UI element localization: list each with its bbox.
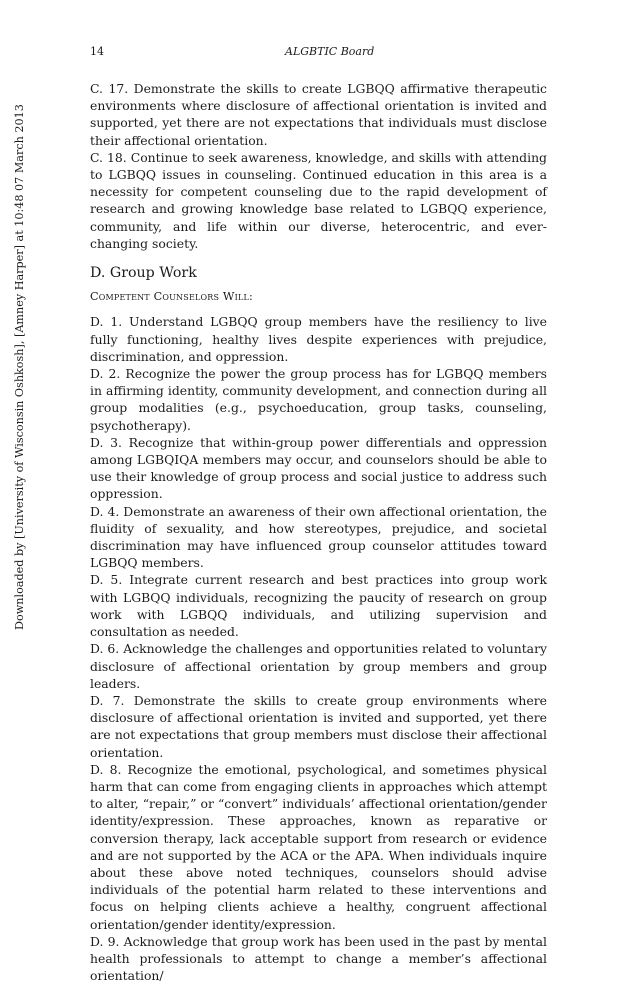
paragraph-c18: C. 18. Continue to seek awareness, knowledge, and skills with attending to LGBQQ issues in counseling. Continued education in this area is a necessity for competent counseling due to the rapid development of research and growing knowledge base related to LGBQQ experience, community, and life within our diverse, heterocentric, and ever-changing society. — [90, 149, 547, 251]
running-head: ALGBTIC Board — [285, 45, 375, 58]
section-heading: D. Group Work — [90, 265, 197, 282]
paragraph-c17: C. 17. Demonstrate the skills to create LGBQQ affirmative therapeutic environments where disclosure of affectional orientation is invited and supported, yet there are not expectations that individuals must disclose their affectional orientation. — [90, 81, 547, 148]
paragraph-d8: D. 8. Recognize the emotional, psychological, and sometimes physical harm that can come from engaging clients in approaches which attempt to alter, “repair,” or “convert” individuals’ affectional orientation/gender identity/expression. These approaches, known as reparative or conversion therapy, lack acceptable support from research or evidence and are not supported by the ACA or the APA. When individuals inquire about these above noted techniques, counselors should advise individuals of the potential harm related to these interventions and focus on helping clients achieve a healthy, congruent affectional orientation/gender identity/expression. — [90, 761, 547, 932]
paragraph-d6: D. 6. Acknowledge the challenges and opportunities related to voluntary disclosure of affectional orientation by group members and group leaders. — [90, 641, 547, 691]
paragraph-d3: D. 3. Recognize that within-group power differentials and oppression among LGBQIQA members may occur, and counselors should be able to use their knowledge of group process and social justice to address such oppression. — [90, 434, 547, 502]
body-text — [90, 80, 547, 984]
paragraph-d2: D. 2. Recognize the power the group process has for LGBQQ members in affirming identity, community development, and connection during all group modalities (e.g., psychoeducation, group tasks, counseling, psychotherapy). — [90, 366, 547, 433]
page-number: 14 — [90, 45, 104, 58]
paragraph-d7: D. 7. Demonstrate the skills to create group environments where disclosure of affectional orientation is invited and supported, yet there are not expectations that group members must disclose their affectional orientation. — [90, 692, 547, 760]
download-watermark: Downloaded by [University of Wisconsin Oshkosh], [Amney Harper] at 10:48 07 March 2013 — [13, 104, 26, 630]
paragraph-d5: D. 5. Integrate current research and best practices into group work with LGBQQ individuals, recognizing the paucity of research on group work with LGBQQ individuals, and utilizing supervision and consultation as needed. — [90, 572, 547, 640]
paragraph-d4: D. 4. Demonstrate an awareness of their own affectional orientation, the fluidity of sexuality, and how stereotypes, prejudice, and societal discrimination may have influenced group counselor attitudes toward LGBQQ members. — [90, 503, 547, 571]
section-intro: Competent Counselors Will: — [90, 290, 253, 304]
paragraph-d1: D. 1. Understand LGBQQ group members have the resiliency to live fully functioning, healthy lives despite experiences with prejudice, discrimination, and oppression. — [90, 314, 547, 364]
paragraph-d9: D. 9. Acknowledge that group work has been used in the past by mental health professionals to attempt to change a member’s affectional orientation/ — [90, 933, 547, 984]
